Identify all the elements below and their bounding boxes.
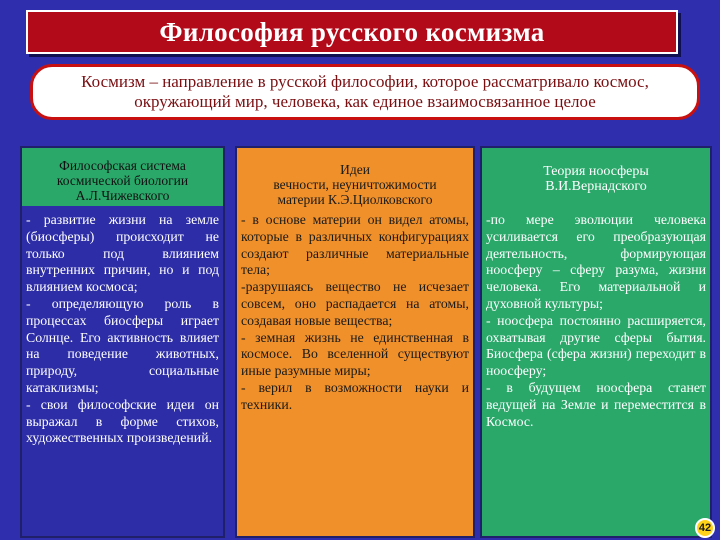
slide-title: Философия русского космизма [26,10,678,54]
heading-line: материи К.Э.Циолковского [277,192,433,207]
bullet-paragraph: - верил в возможности науки и техники. [241,379,469,412]
column-heading [22,158,223,203]
column-body [26,212,219,447]
column-vernadsky [480,146,712,538]
heading-line: А.Л.Чижевского [75,188,170,203]
heading-line: Теория ноосферы [543,164,649,179]
bullet-paragraph: - земная жизнь не единственная в космосе. Во вселенной существуют иные разумные миры; [241,329,469,379]
bullet-paragraph: - в будущем ноосфера станет ведущей на Земле и переместится в Космос. [486,379,706,429]
page-number-badge: 42 [695,518,715,538]
definition-text: Космизм – направление в русской философии, которое рассматривало космос, окружающий мир, человека, как единое взаимосвязанное целое [81,72,649,111]
bullet-paragraph: - развитие жизни на земле (биосферы) происходит не только под влиянием внутренних причин, но и под влиянием космоса; [26,212,219,295]
definition-box [30,64,700,120]
bullet-paragraph: -по мере эволюции человека усиливается его преобразующая деятельность, формирующая ноосферу – сферу разума, жизни человека. Его материальной и духовной культуры; [486,212,706,311]
column-tsiolkovsky [235,146,475,538]
heading-line: В.И.Вернадского [545,179,647,194]
bullet-paragraph: - в основе материи он видел атомы, которые в различных конфигурациях создают различные материальные тела; [241,212,469,278]
column-chizhevsky [20,146,225,538]
heading-line: Философская система [59,158,186,173]
heading-line: вечности, неуничтожимости [273,177,437,192]
heading-line: Идеи [340,162,370,177]
column-heading [482,164,710,194]
bullet-paragraph: - свои философские идеи он выражал в форме стихов, художественных произведений. [26,396,219,446]
column-body [486,212,706,430]
bullet-paragraph: - определяющую роль в процессах биосферы играет Солнце. Его активность влияет на поведение животных, природу, социальные катаклизмы; [26,295,219,395]
column-heading [237,162,473,207]
heading-line: космической биологии [56,173,189,188]
bullet-paragraph: - ноосфера постоянно расширяется, охватывая другие сферы бытия. Биосфера (сфера жизни) переходит в ноосферу; [486,312,706,379]
bullet-paragraph: -разрушаясь вещество не исчезает совсем, оно распадается на атомы, создавая новые вещества; [241,279,469,328]
column-body [241,212,469,414]
